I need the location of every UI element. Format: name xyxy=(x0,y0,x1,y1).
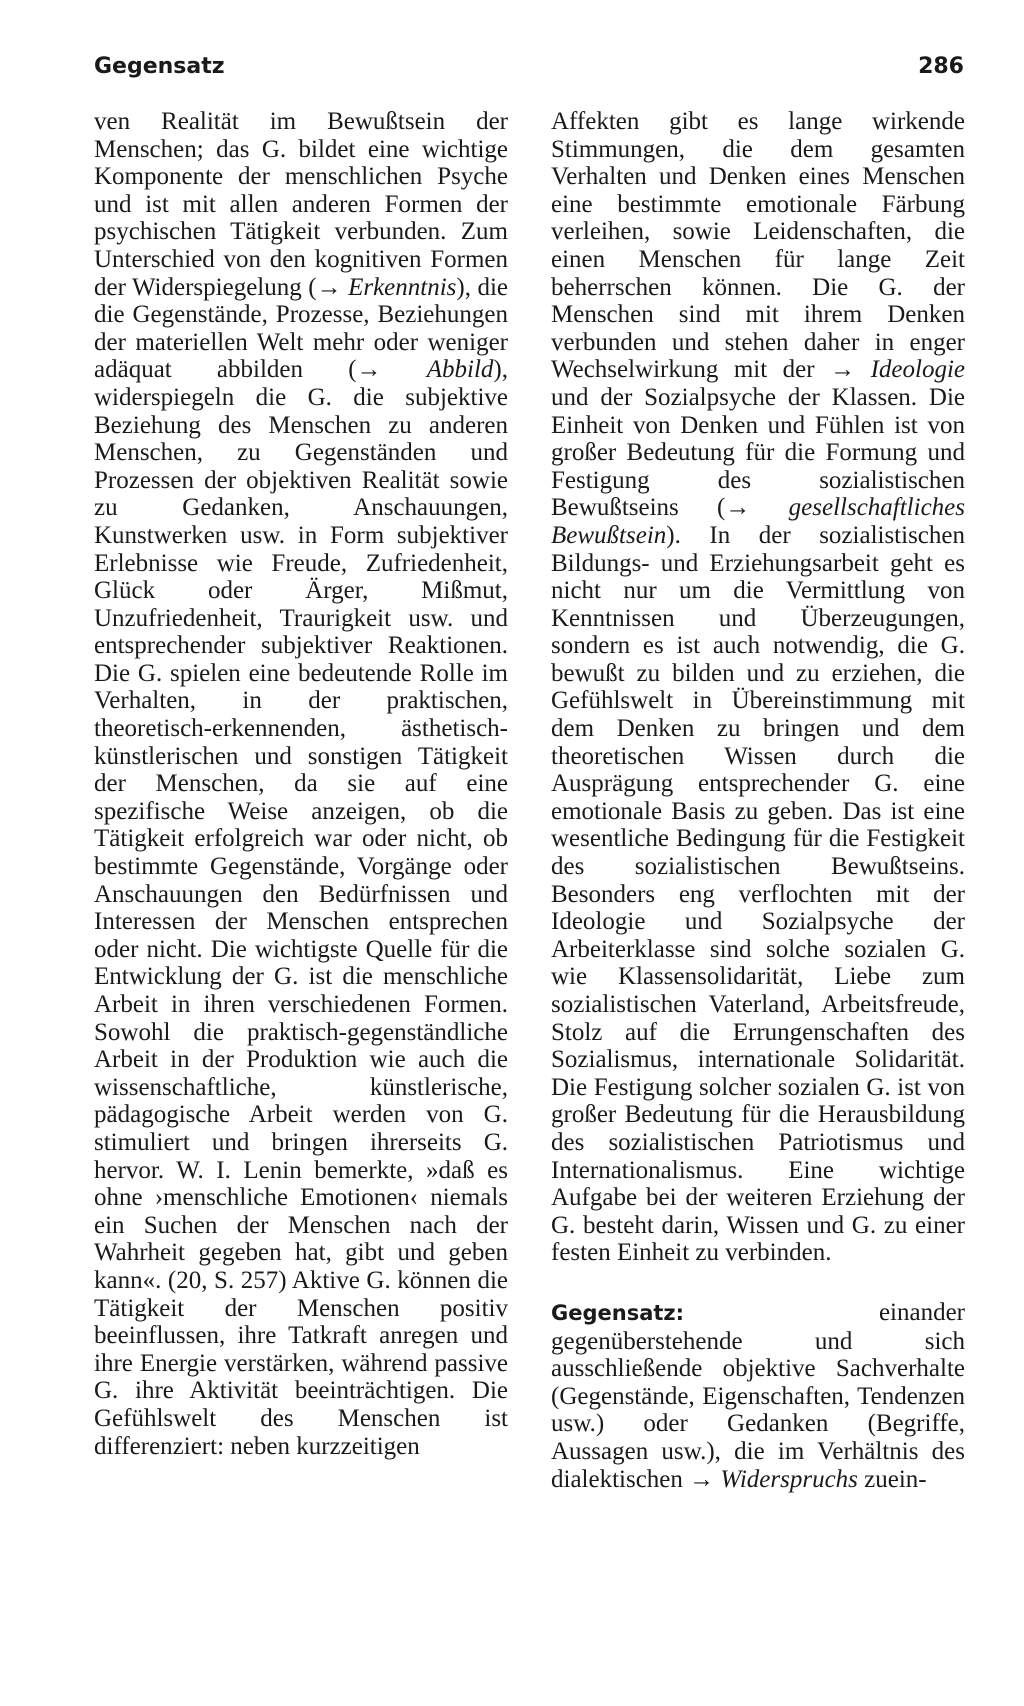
running-head xyxy=(94,48,964,88)
cross-reference-gesellschaftliches-bewusstsein: gesellschaftliches Bewußtsein xyxy=(551,494,965,549)
text-segment: ). In der sozialistischen Bildungs- und Erziehungsarbeit geht es nicht nur um die Vermittlung von Kenntnissen und Überzeugungen, sondern es ist auch notwendig, die G. bewußt zu bilden und zu erziehen, die Gefühlswelt in Übereinstimmung mit dem Denken zu bringen und dem theoretischen Wissen durch die Ausprägung entsprechender G. eine emotionale Basis zu geben. Das ist eine wesentliche Bedingung für die Festigkeit des sozialistischen Bewußtseins. Besonders eng verflochten mit der Ideologie und Sozialpsyche der Arbeiterklasse sind solche sozialen G. wie Klassensolidarität, Liebe zum sozialistischen Vaterland, Arbeitsfreude, Stolz auf die Errungenschaften des Sozialismus, internationale Solidarität. Die Festigung solcher sozialen G. ist von großer Bedeutung für die Herausbildung des sozialistischen Patriotismus und Internationalismus. Eine wichtige Aufgabe bei der weiteren Erziehung der G. besteht darin, Wissen und G. zu einer festen Einheit zu verbinden. xyxy=(551,521,965,1267)
continued-entry-text xyxy=(551,108,965,1267)
cross-reference-ideologie: Ideologie xyxy=(870,356,965,384)
text-segment: Affekten gibt es lange wirkende Stimmungen, die dem gesamten Verhalten und Denken eines Menschen eine bestimmte emotionale Färbung verleihen, sowie Leidenschaften, die einen Menschen für lange Zeit beherrschen können. Die G. der Menschen sind mit ihrem Denken verbunden und stehen daher in enger Wechselwirkung mit der xyxy=(551,108,965,384)
cross-reference-arrow: → xyxy=(725,494,751,522)
text-segment: zuein- xyxy=(857,1465,927,1493)
cross-reference-widerspruch: Widerspruchs xyxy=(720,1465,858,1493)
entry-gegensatz xyxy=(551,1299,965,1493)
continued-entry-text xyxy=(94,108,508,1460)
page-number: 286 xyxy=(918,54,964,79)
text-segment: ), die die Gegenstände, Prozesse, Beziehungen der materiellen Welt mehr oder weniger adäquat abbilden ( xyxy=(94,273,508,384)
cross-reference-arrow: → xyxy=(689,1465,715,1493)
running-head-title: Gegensatz xyxy=(94,54,225,79)
cross-reference-erkenntnis: Erkenntnis xyxy=(348,273,457,301)
left-column xyxy=(94,108,508,1460)
cross-reference-arrow: → xyxy=(316,273,342,301)
cross-reference-abbild: Abbild xyxy=(426,356,494,384)
text-segment: ven Realität im Bewußtsein der Menschen; das G. bildet eine wichtige Komponente der menschlichen Psyche und ist mit allen anderen Formen der psychischen Tätigkeit verbunden. Zum Unterschied von den kognitiven Formen der Widerspiegelung ( xyxy=(94,108,508,301)
cross-reference-arrow: → xyxy=(356,356,382,384)
cross-reference-arrow: → xyxy=(830,356,856,384)
right-column xyxy=(551,108,965,1493)
headword: Gegensatz: xyxy=(551,1300,685,1325)
text-segment: ), widerspiegeln die G. die subjektive Beziehung des Menschen zu anderen Menschen, zu Gegenständen und Prozessen der objektiven Realität sowie zu Gedanken, Anschauungen, Kunstwerken usw. in Form subjektiver Erlebnisse wie Freude, Zufriedenheit, Glück oder Ärger, Mißmut, Unzufriedenheit, Traurigkeit usw. und entsprechender subjektiver Reaktionen. Die G. spielen eine bedeutende Rolle im Verhalten, in der praktischen, theoretisch-erkennenden, ästhetisch-künstlerischen und sonstigen Tätigkeit der Menschen, da sie auf eine spezifische Weise anzeigen, ob die Tätigkeit erfolgreich war oder nicht, ob bestimmte Gegenstände, Vorgänge oder Anschauungen den Bedürfnissen und Interessen der Menschen entsprechen oder nicht. Die wichtigste Quelle für die Entwicklung der G. ist die menschliche Arbeit in ihren verschiedenen Formen. Sowohl die praktisch-gegenständliche Arbeit in der Produktion wie auch die wissenschaftliche, künstlerische, pädagogische Arbeit werden von G. stimuliert und bringen ihrerseits G. hervor. W. I. Lenin bemerkte, »daß es ohne ›menschliche Emotionen‹ niemals ein Suchen der Menschen nach der Wahrheit gegeben hat, gibt und geben kann«. (20, S. 257) Aktive G. können die Tätigkeit der Menschen positiv beeinflussen, ihre Tatkraft anregen und ihre Energie verstärken, während passive G. ihre Aktivität beeinträchtigen. Die Gefühlswelt des Menschen ist differenziert: neben kurzzeitigen xyxy=(94,356,508,1460)
text-segment: einander gegenüberstehende und sich ausschließende objektive Sachverhalte (Gegenstände, Eigenschaften, Tendenzen usw.) oder Gedanken (Begriffe, Aussagen usw.), die im Verhältnis des dialektischen xyxy=(551,1298,965,1493)
text-segment: und der Sozialpsyche der Klassen. Die Einheit von Denken und Fühlen ist von großer Bedeutung für die Formung und Festigung des sozialistischen Bewußtseins ( xyxy=(551,383,965,522)
